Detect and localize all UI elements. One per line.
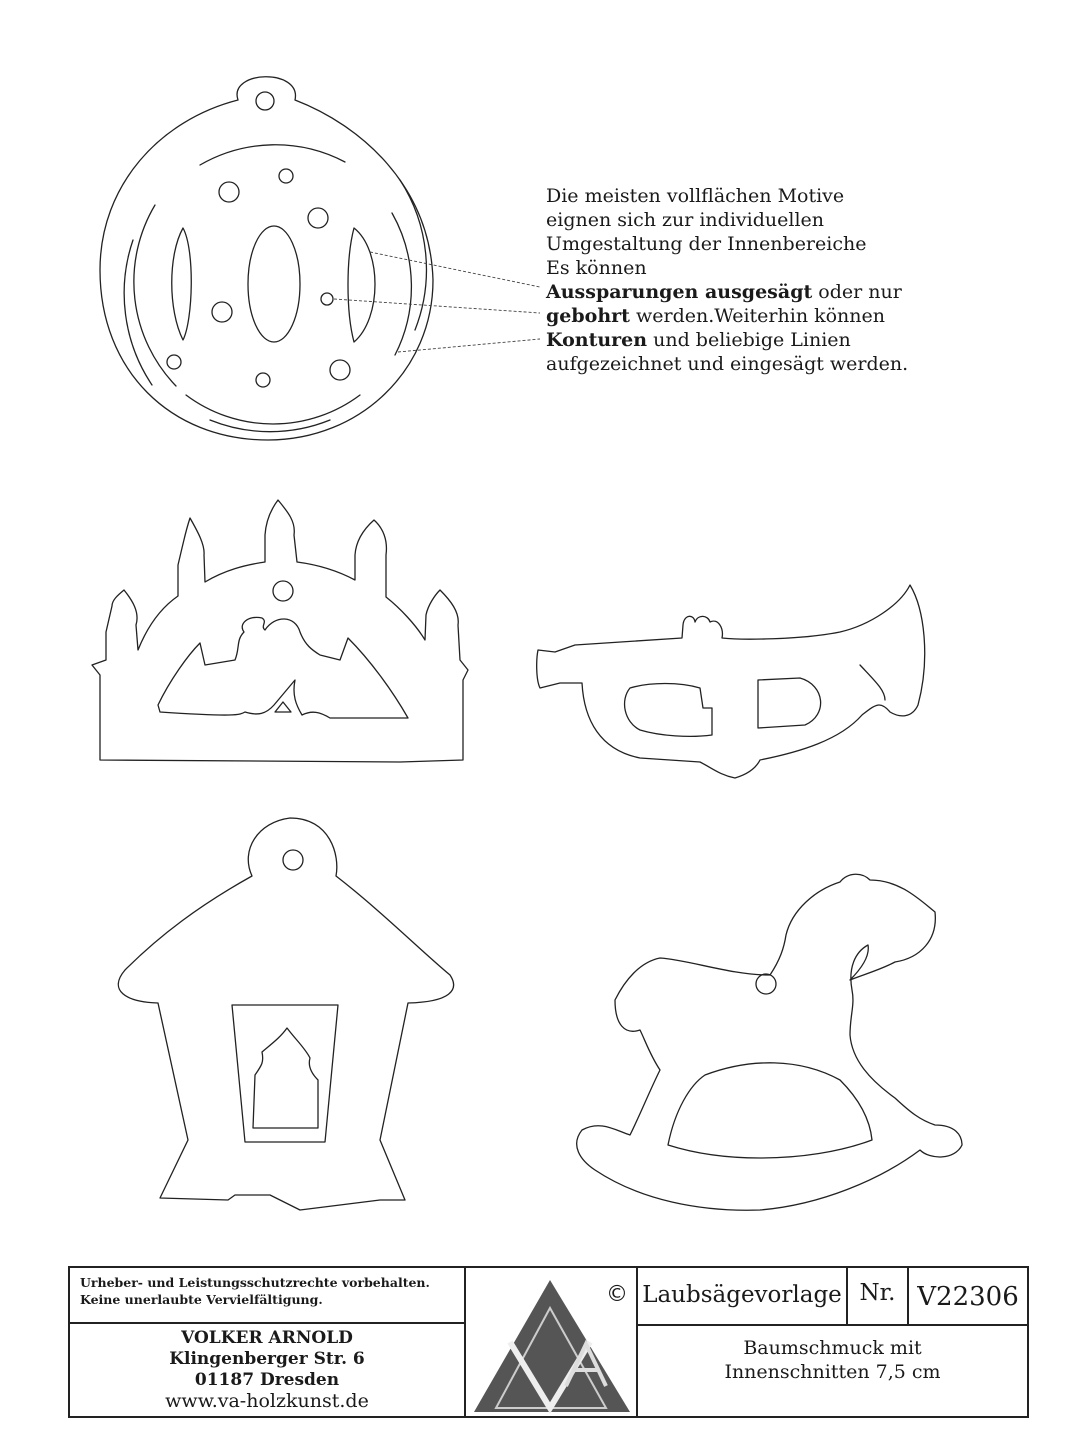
copyright-symbol: ©	[606, 1282, 628, 1307]
template-title: Laubsägevorlage	[638, 1268, 848, 1326]
candle-arch-motif	[92, 500, 468, 762]
number-label: Nr.	[848, 1268, 909, 1326]
note-term-konturen: Konturen	[546, 329, 648, 351]
author-name: VOLKER ARNOLD	[181, 1328, 353, 1348]
note-line-4: Es können	[546, 257, 647, 279]
logo-cell	[466, 1268, 638, 1418]
note-line-7-rest: und beliebige Linien	[647, 329, 851, 351]
title-block	[68, 1266, 1029, 1418]
city: 01187 Dresden	[194, 1370, 340, 1390]
trumpet-motif	[537, 585, 925, 778]
rights-line-1: Urheber- und Leistungsschutzrechte vorbehalten.	[80, 1275, 430, 1290]
leader-lines	[334, 252, 540, 352]
note-line-5-rest: oder nur	[812, 281, 902, 303]
note-term-aussparungen: Aussparungen ausgesägt	[546, 281, 813, 303]
note-line-5	[546, 280, 1006, 304]
note-line-6-rest: werden.Weiterhin können	[629, 305, 886, 327]
description-line-1: Baumschmuck mit	[743, 1337, 922, 1359]
address-block	[70, 1324, 466, 1418]
note-line-6	[546, 304, 1006, 328]
rights-notice	[70, 1268, 466, 1324]
description-line-2: Innenschnitten 7,5 cm	[724, 1361, 941, 1383]
note-line-2: eignen sich zur individuellen	[546, 209, 824, 231]
note-line-7	[546, 328, 1006, 352]
rocking-horse-motif	[577, 874, 962, 1210]
note-line-1: Die meisten vollflächen Motive	[546, 185, 845, 207]
note-line-3: Umgestaltung der Innenbereiche	[546, 233, 867, 255]
template-description	[638, 1326, 1027, 1418]
lantern-house-motif	[118, 818, 453, 1210]
street: Klingenberger Str. 6	[169, 1349, 365, 1369]
note-term-gebohrt: gebohrt	[546, 305, 630, 327]
rights-line-2: Keine unerlaubte Vervielfältigung.	[80, 1292, 323, 1307]
instruction-note	[546, 184, 1006, 376]
christmas-ball-motif	[100, 77, 433, 440]
number-value: V22306	[909, 1268, 1027, 1326]
note-line-8: aufgezeichnet und eingesägt werden.	[546, 353, 909, 375]
website: www.va-holzkunst.de	[165, 1390, 369, 1412]
